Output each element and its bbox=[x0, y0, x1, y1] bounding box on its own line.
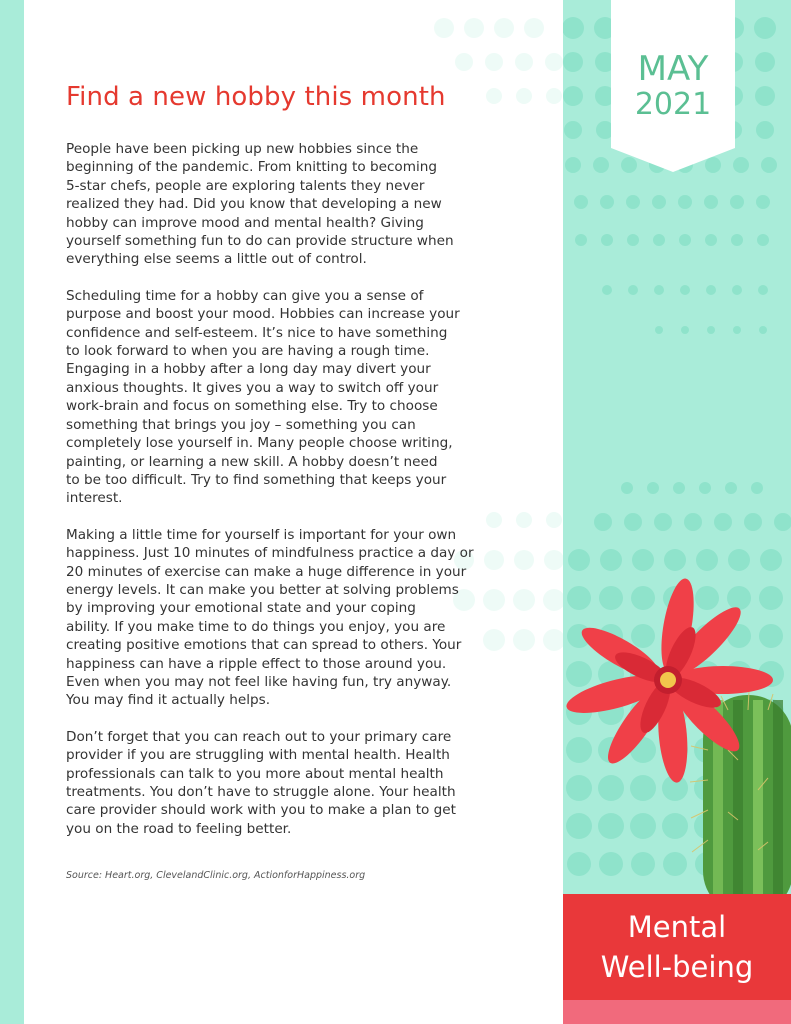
decorative-dot bbox=[732, 285, 742, 295]
decorative-dot bbox=[624, 513, 642, 531]
decorative-dot bbox=[758, 285, 768, 295]
article-title: Find a new hobby this month bbox=[66, 82, 446, 112]
decorative-dot bbox=[755, 86, 775, 106]
decorative-dot bbox=[647, 482, 659, 494]
decorative-dot bbox=[699, 482, 711, 494]
decorative-dot bbox=[707, 326, 715, 334]
decorative-dot bbox=[655, 326, 663, 334]
decorative-dot bbox=[774, 513, 791, 531]
decorative-dot bbox=[654, 285, 664, 295]
decorative-dot bbox=[628, 285, 638, 295]
date-month: MAY bbox=[637, 49, 709, 89]
decorative-dot bbox=[759, 326, 767, 334]
decorative-dot bbox=[563, 86, 583, 106]
decorative-dot bbox=[705, 234, 717, 246]
right-side-panel bbox=[563, 0, 791, 1024]
decorative-dot bbox=[485, 53, 503, 71]
decorative-dot bbox=[621, 482, 633, 494]
decorative-dot bbox=[546, 512, 562, 528]
category-banner bbox=[563, 894, 791, 1000]
decorative-dot bbox=[653, 234, 665, 246]
article-paragraph-4: Don’t forget that you can reach out to your primary care provider if you are struggling with mental health. Health professionals can talk to you more about mental health treatments. You don’t have to struggle alone. Your health care provider should work with you to make a plan to get you on the road to feeling better. bbox=[66, 728, 456, 837]
decorative-dot bbox=[434, 18, 454, 38]
decorative-dot bbox=[565, 157, 581, 173]
decorative-dot bbox=[601, 234, 613, 246]
article-paragraph-3: Making a little time for yourself is important for your own happiness. Just 10 minutes of mindfulness practice a day or 20 minutes of exercise can make a huge difference in your energy levels. It can make you better at solving problems by improving your emotional state and your coping ability. If you make time to do things you enjoy, you are creating positive emotions that can spread to others. Your happiness can have a ripple effect to those around you. Even when you may not feel like having fun, try anyway. You may find it actually helps. bbox=[66, 526, 474, 709]
decorative-dot bbox=[744, 513, 762, 531]
decorative-dot bbox=[673, 482, 685, 494]
decorative-dot bbox=[733, 157, 749, 173]
decorative-dot bbox=[574, 195, 588, 209]
decorative-dot bbox=[546, 88, 562, 104]
decorative-dot bbox=[600, 195, 614, 209]
decorative-dot bbox=[714, 513, 732, 531]
decorative-dot bbox=[706, 285, 716, 295]
decorative-dot bbox=[684, 513, 702, 531]
decorative-dot bbox=[494, 18, 514, 38]
decorative-dot bbox=[756, 195, 770, 209]
source-citation: Source: Heart.org, ClevelandClinic.org, ActionforHappiness.org bbox=[66, 870, 366, 882]
decorative-dot bbox=[731, 234, 743, 246]
decorative-dot bbox=[627, 234, 639, 246]
decorative-dot bbox=[543, 629, 563, 651]
decorative-dot bbox=[733, 326, 741, 334]
decorative-dot bbox=[626, 195, 640, 209]
decorative-dot bbox=[564, 121, 582, 139]
decorative-dot bbox=[761, 157, 777, 173]
banner-line-1: Mental bbox=[627, 910, 727, 944]
banner-line-2: Well-being bbox=[600, 950, 754, 984]
decorative-dot bbox=[730, 195, 744, 209]
decorative-dot bbox=[575, 234, 587, 246]
article-page bbox=[24, 0, 563, 1024]
decorative-dot bbox=[755, 52, 775, 72]
decorative-dot bbox=[754, 17, 776, 39]
decorative-dot bbox=[654, 513, 672, 531]
decorative-dot bbox=[704, 195, 718, 209]
cactus-flower-image bbox=[563, 560, 791, 900]
decorative-dot bbox=[751, 482, 763, 494]
decorative-dot bbox=[563, 52, 583, 72]
date-year: 2021 bbox=[634, 87, 712, 122]
decorative-dot bbox=[455, 53, 473, 71]
banner-stripe bbox=[563, 1000, 791, 1024]
decorative-dot bbox=[593, 157, 609, 173]
article-paragraph-2: Scheduling time for a hobby can give you a sense of purpose and boost your mood. Hobbies can increase your confidence and self-esteem. It’s nice to have something to look forward to when you are having a rough time. Engaging in a hobby after a long day may divert your anxious thoughts. It gives you a way to switch off your work-brain and focus on something else. Try to choose something that brings you joy – something you can completely lose yourself in. Many people choose writing, painting, or learning a new skill. A hobby doesn’t need to be too difficult. Try to find something that keeps your interest. bbox=[66, 287, 460, 507]
decorative-dot bbox=[602, 285, 612, 295]
decorative-dot bbox=[544, 550, 563, 570]
decorative-dot bbox=[515, 53, 533, 71]
decorative-dot bbox=[679, 234, 691, 246]
decorative-dot bbox=[594, 513, 612, 531]
decorative-dot bbox=[543, 589, 563, 611]
decorative-dot bbox=[725, 482, 737, 494]
decorative-dot bbox=[678, 195, 692, 209]
article-paragraph-1: People have been picking up new hobbies since the beginning of the pandemic. From knitting to becoming 5-star chefs, people are exploring talents they never realized they had. Did you know that developing a new hobby can improve mood and mental health? Giving yourself something fun to do can provide structure when everything else seems a little out of control. bbox=[66, 141, 454, 268]
decorative-dot bbox=[757, 234, 769, 246]
decorative-dot bbox=[680, 285, 690, 295]
date-tag bbox=[611, 0, 735, 172]
left-mint-strip bbox=[0, 0, 24, 1024]
decorative-dot bbox=[545, 53, 563, 71]
decorative-dot bbox=[524, 18, 544, 38]
article-content bbox=[66, 80, 536, 882]
decorative-dot bbox=[464, 18, 484, 38]
decorative-dot bbox=[756, 121, 774, 139]
decorative-dot bbox=[652, 195, 666, 209]
decorative-dot bbox=[681, 326, 689, 334]
decorative-dot bbox=[563, 17, 584, 39]
